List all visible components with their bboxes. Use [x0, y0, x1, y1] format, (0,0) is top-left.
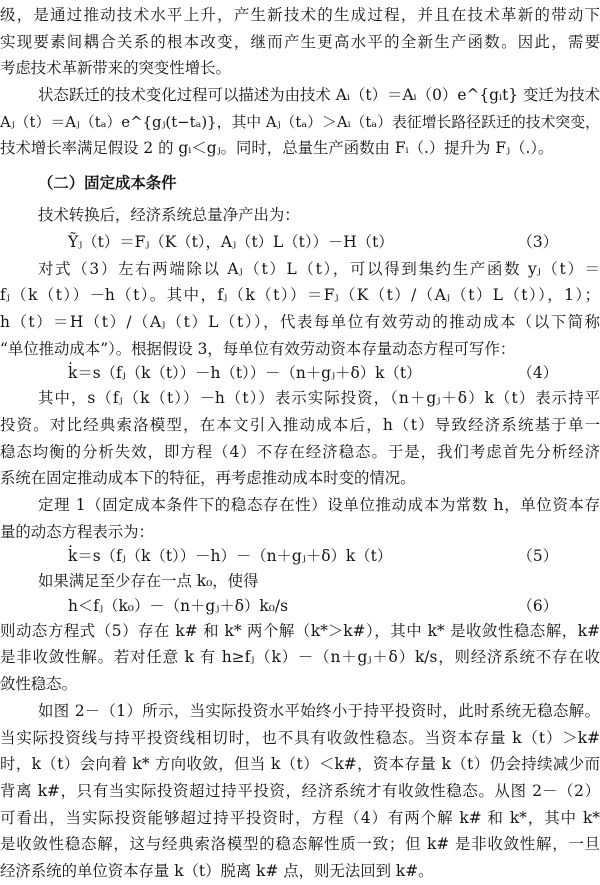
- text-line: 稳态均衡的分析失效，即方程（4）不存在经济稳态。于是，我们考虑首先分析经济: [0, 442, 600, 461]
- equation: k̇＝s（fⱼ（k（t））－h（t））－（n＋gⱼ＋δ）k（t）: [68, 364, 422, 383]
- text-line: 则动态方程式（5）存在 k# 和 k* 两个解（k*＞k#），其中 k* 是收敛性稳态解，k#: [0, 621, 600, 640]
- text-line: 系统在固定推动成本下的特征，再考虑推动成本时变的情况。: [0, 469, 416, 488]
- text-line: fⱼ（k（t））－h（t）。其中，fⱼ（k（t））＝Fⱼ（K（t）/（Aⱼ（t）L（t）），1）；: [0, 286, 600, 305]
- text-line: 量的动态方程表示为：: [0, 522, 154, 541]
- text-line: 级，是通过推动技术水平上升，产生新技术的生成过程，并且在技术革新的带动下: [0, 5, 600, 24]
- section-heading: （二）固定成本条件: [38, 173, 177, 192]
- text-line: 是非收敛性解。若对任意 k 有 h≥fⱼ（k）－（n＋gⱼ＋δ）k/s，则经济系统不存在收: [0, 648, 600, 667]
- equation: Ỹⱼ（t）＝Fⱼ（K（t），Aⱼ（t）L（t））－H（t）: [68, 232, 394, 251]
- equation-number: （4）: [517, 364, 558, 383]
- equation-number: （3）: [517, 232, 558, 251]
- text-line: Aⱼ（t）＝Aⱼ（tₐ）e^{gⱼ(t−tₐ)}，其中 Aⱼ（tₐ）＞Aᵢ（tₐ）表征增长路径跃迁的技术突变，: [0, 112, 600, 131]
- equation-number: （5）: [517, 547, 558, 566]
- text-line: h（t）＝H（t）/（Aⱼ（t）L（t）），代表每单位有效劳动的推动成本（以下简称: [0, 312, 600, 331]
- text-line: 可看出，当实际投资能够超过持平投资时，方程（4）有两个解 k# 和 k*，其中 k*: [0, 808, 600, 827]
- text-line: “单位推动成本”）。根据假设 3，每单位有效劳动资本存量动态方程可写作：: [0, 339, 516, 358]
- text-line: 状态跃迁的技术变化过程可以描述为由技术 Aᵢ（t）＝Aᵢ（0）e^{gᵢt} 变迁为技术: [38, 86, 600, 105]
- text-line: 当实际投资线与持平投资线相切时，也不具有收敛性稳态。当资本存量 k（t）＞k#: [0, 728, 600, 747]
- text-line: 如果满足至少存在一点 k₀，使得: [38, 572, 259, 591]
- text-line: 如图 2－（1）所示，当实际投资水平始终小于持平投资时，此时系统无稳态解。: [38, 701, 600, 720]
- text-line: 时，k（t）会向着 k* 方向收敛，但当 k（t）＜k#，资本存量 k（t）仍会持续减少而: [0, 755, 600, 774]
- equation-number: （6）: [517, 596, 558, 615]
- text-line: 实现要素间耦合关系的根本改变，继而产生更高水平的全新生产函数。因此，需要: [0, 32, 600, 51]
- text-line: 技术转换后，经济系统总量净产出为：: [38, 206, 300, 225]
- text-line: 对式（3）左右两端除以 Aⱼ（t）L（t），可以得到集约生产函数 yⱼ（t）＝: [38, 259, 600, 278]
- text-line: 其中，s（fⱼ（k（t））－h（t））表示实际投资，（n＋gⱼ＋δ）k（t）表示持平: [38, 389, 600, 408]
- equation: h＜fⱼ（k₀）－（n＋gⱼ＋δ）k₀/s: [68, 596, 288, 615]
- text-line: 投资。对比经典索洛模型，在本文引入推动成本后，h（t）导致经济系统基于单一: [0, 415, 600, 434]
- text-line: 是收敛性稳态解，这与经典索洛模型的稳态解性质一致；但 k# 是非收敛性解，一旦: [0, 835, 600, 854]
- text-line: 经济系统的单位资本存量 k（t）脱离 k# 点，则无法回到 k#。: [0, 862, 434, 880]
- equation: k̇＝s（fⱼ（k（t））－h）－（n＋gⱼ＋δ）k（t）: [68, 547, 393, 566]
- text-line: 考虑技术革新带来的突变性增长。: [0, 59, 231, 78]
- text-line: 背离 k#，只有当实际投资超过持平投资，经济系统才有收敛性稳态。从图 2－（2）: [0, 781, 600, 800]
- text-line: 定理 1（固定成本条件下的稳态存在性）设单位推动成本为常数 h，单位资本存: [38, 495, 600, 514]
- text-line: 敛性稳态。: [0, 675, 77, 694]
- text-line: 技术增长率满足假设 2 的 gᵢ＜gⱼ。同时，总量生产函数由 Fᵢ（.）提升为 Fⱼ（.）。: [0, 139, 554, 158]
